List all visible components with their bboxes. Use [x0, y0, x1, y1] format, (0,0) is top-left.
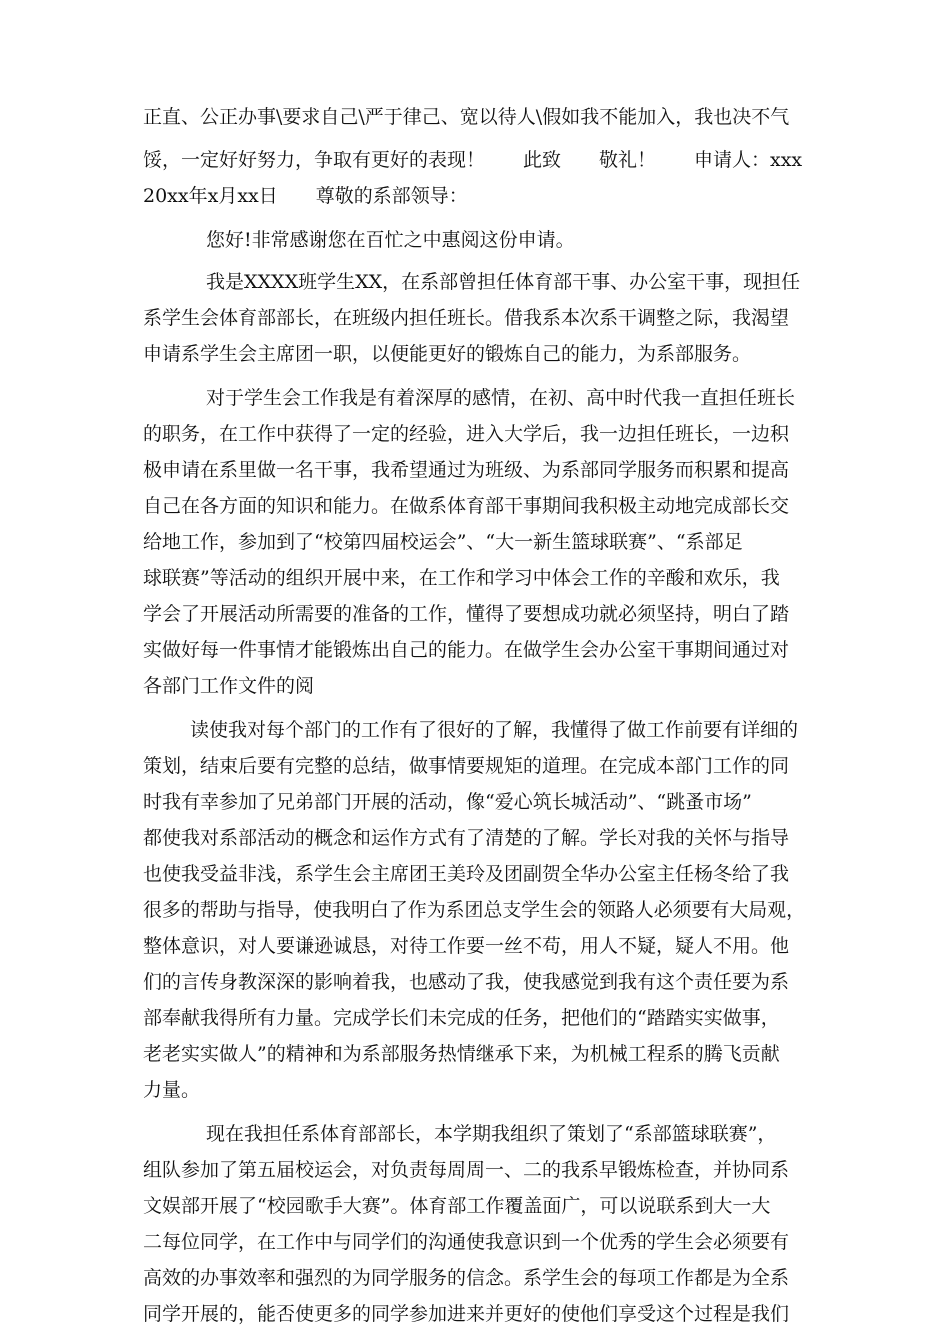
text-line: 极申请在系里做一名干事，我希望通过为班级、为系部同学服务而积累和提高 — [143, 459, 790, 481]
text-line: 实做好每一件事情才能锻炼出自己的能力。在做学生会办公室干事期间通过对 — [143, 639, 790, 661]
text-line: 您好!非常感谢您在百忙之中惠阅这份申请。 — [206, 229, 575, 251]
text-line: 申请系学生会主席团一职，以便能更好的锻炼自己的能力，为系部服务。 — [143, 343, 752, 365]
text-line: 高效的办事效率和强烈的为同学服务的信念。系学生会的每项工作都是为全系 — [143, 1267, 790, 1289]
text-line: 给地工作，参加到了“校第四届校运会”、“大一新生篮球联赛”、“系部足 — [143, 531, 743, 553]
text-line: 的职务，在工作中获得了一定的经验，进入大学后，我一边担任班长，一边积 — [143, 423, 790, 445]
text-line: 都使我对系部活动的概念和运作方式有了清楚的了解。学长对我的关怀与指导 — [143, 827, 790, 849]
text-line: 力量。 — [143, 1079, 201, 1101]
text-line: 策划，结束后要有完整的总结，做事情要规矩的道理。在完成本部门工作的同 — [143, 755, 790, 777]
text-line: 文娱部开展了“校园歌手大赛”。体育部工作覆盖面广，可以说联系到大一大 — [143, 1195, 771, 1217]
text-line: 系学生会体育部部长，在班级内担任班长。借我系本次系干调整之际，我渴望 — [143, 307, 790, 329]
text-line: 很多的帮助与指导，使我明白了作为系团总支学生会的领路人必须要有大局观， — [143, 899, 806, 921]
text-line: 各部门工作文件的阅 — [143, 675, 315, 697]
text-line: 现在我担任系体育部部长，本学期我组织了策划了“系部篮球联赛”， — [206, 1123, 777, 1145]
text-line: 对于学生会工作我是有着深厚的感情，在初、高中时代我一直担任班长 — [206, 387, 796, 409]
text-line: 馁，一定好好努力，争取有更好的表现！ 此致 敬礼！ 申请人：xxx — [143, 149, 803, 171]
text-line: 球联赛”等活动的组织开展中来，在工作和学习中体会工作的辛酸和欢乐，我 — [143, 567, 780, 589]
text-line: 我是XXXX班学生XX，在系部曾担任体育部干事、办公室干事，现担任 — [206, 271, 801, 293]
text-line: 部奉献我得所有力量。完成学长们未完成的任务，把他们的“踏踏实实做事， — [143, 1007, 780, 1029]
text-line: 学会了开展活动所需要的准备的工作，懂得了要想成功就必须坚持，明白了踏 — [143, 603, 790, 625]
text-line: 也使我受益非浅，系学生会主席团王美玲及团副贺全华办公室主任杨冬给了我 — [143, 863, 790, 885]
text-line: 组队参加了第五届校运会，对负责每周周一、二的我系早锻炼检查，并协同系 — [143, 1159, 790, 1181]
text-line: 老老实实做人”的精神和为系部服务热情继承下来，为机械工程系的腾飞贡献 — [143, 1043, 780, 1065]
text-line: 时我有幸参加了兄弟部门开展的活动，像“爱心筑长城活动”、“跳蚤市场” — [143, 791, 752, 813]
text-line: 二每位同学，在工作中与同学们的沟通使我意识到一个优秀的学生会必须要有 — [143, 1231, 790, 1253]
text-line: 同学开展的，能否使更多的同学参加进来并更好的使他们享受这个过程是我们 — [143, 1303, 790, 1325]
text-line: 20xx年x月xx日 尊敬的系部领导： — [143, 185, 468, 207]
text-line: 正直、公正办事\要求自己\严于律己、宽以待人\假如我不能加入，我也决不气 — [143, 106, 790, 128]
text-line: 自己在各方面的知识和能力。在做系体育部干事期间我积极主动地完成部长交 — [143, 495, 790, 517]
text-line: 读使我对每个部门的工作有了很好的了解，我懂得了做工作前要有详细的 — [190, 719, 799, 741]
text-line: 整体意识，对人要谦逊诚恳，对待工作要一丝不苟，用人不疑，疑人不用。他 — [143, 935, 790, 957]
text-line: 们的言传身教深深的影响着我，也感动了我，使我感觉到我有这个责任要为系 — [143, 971, 790, 993]
